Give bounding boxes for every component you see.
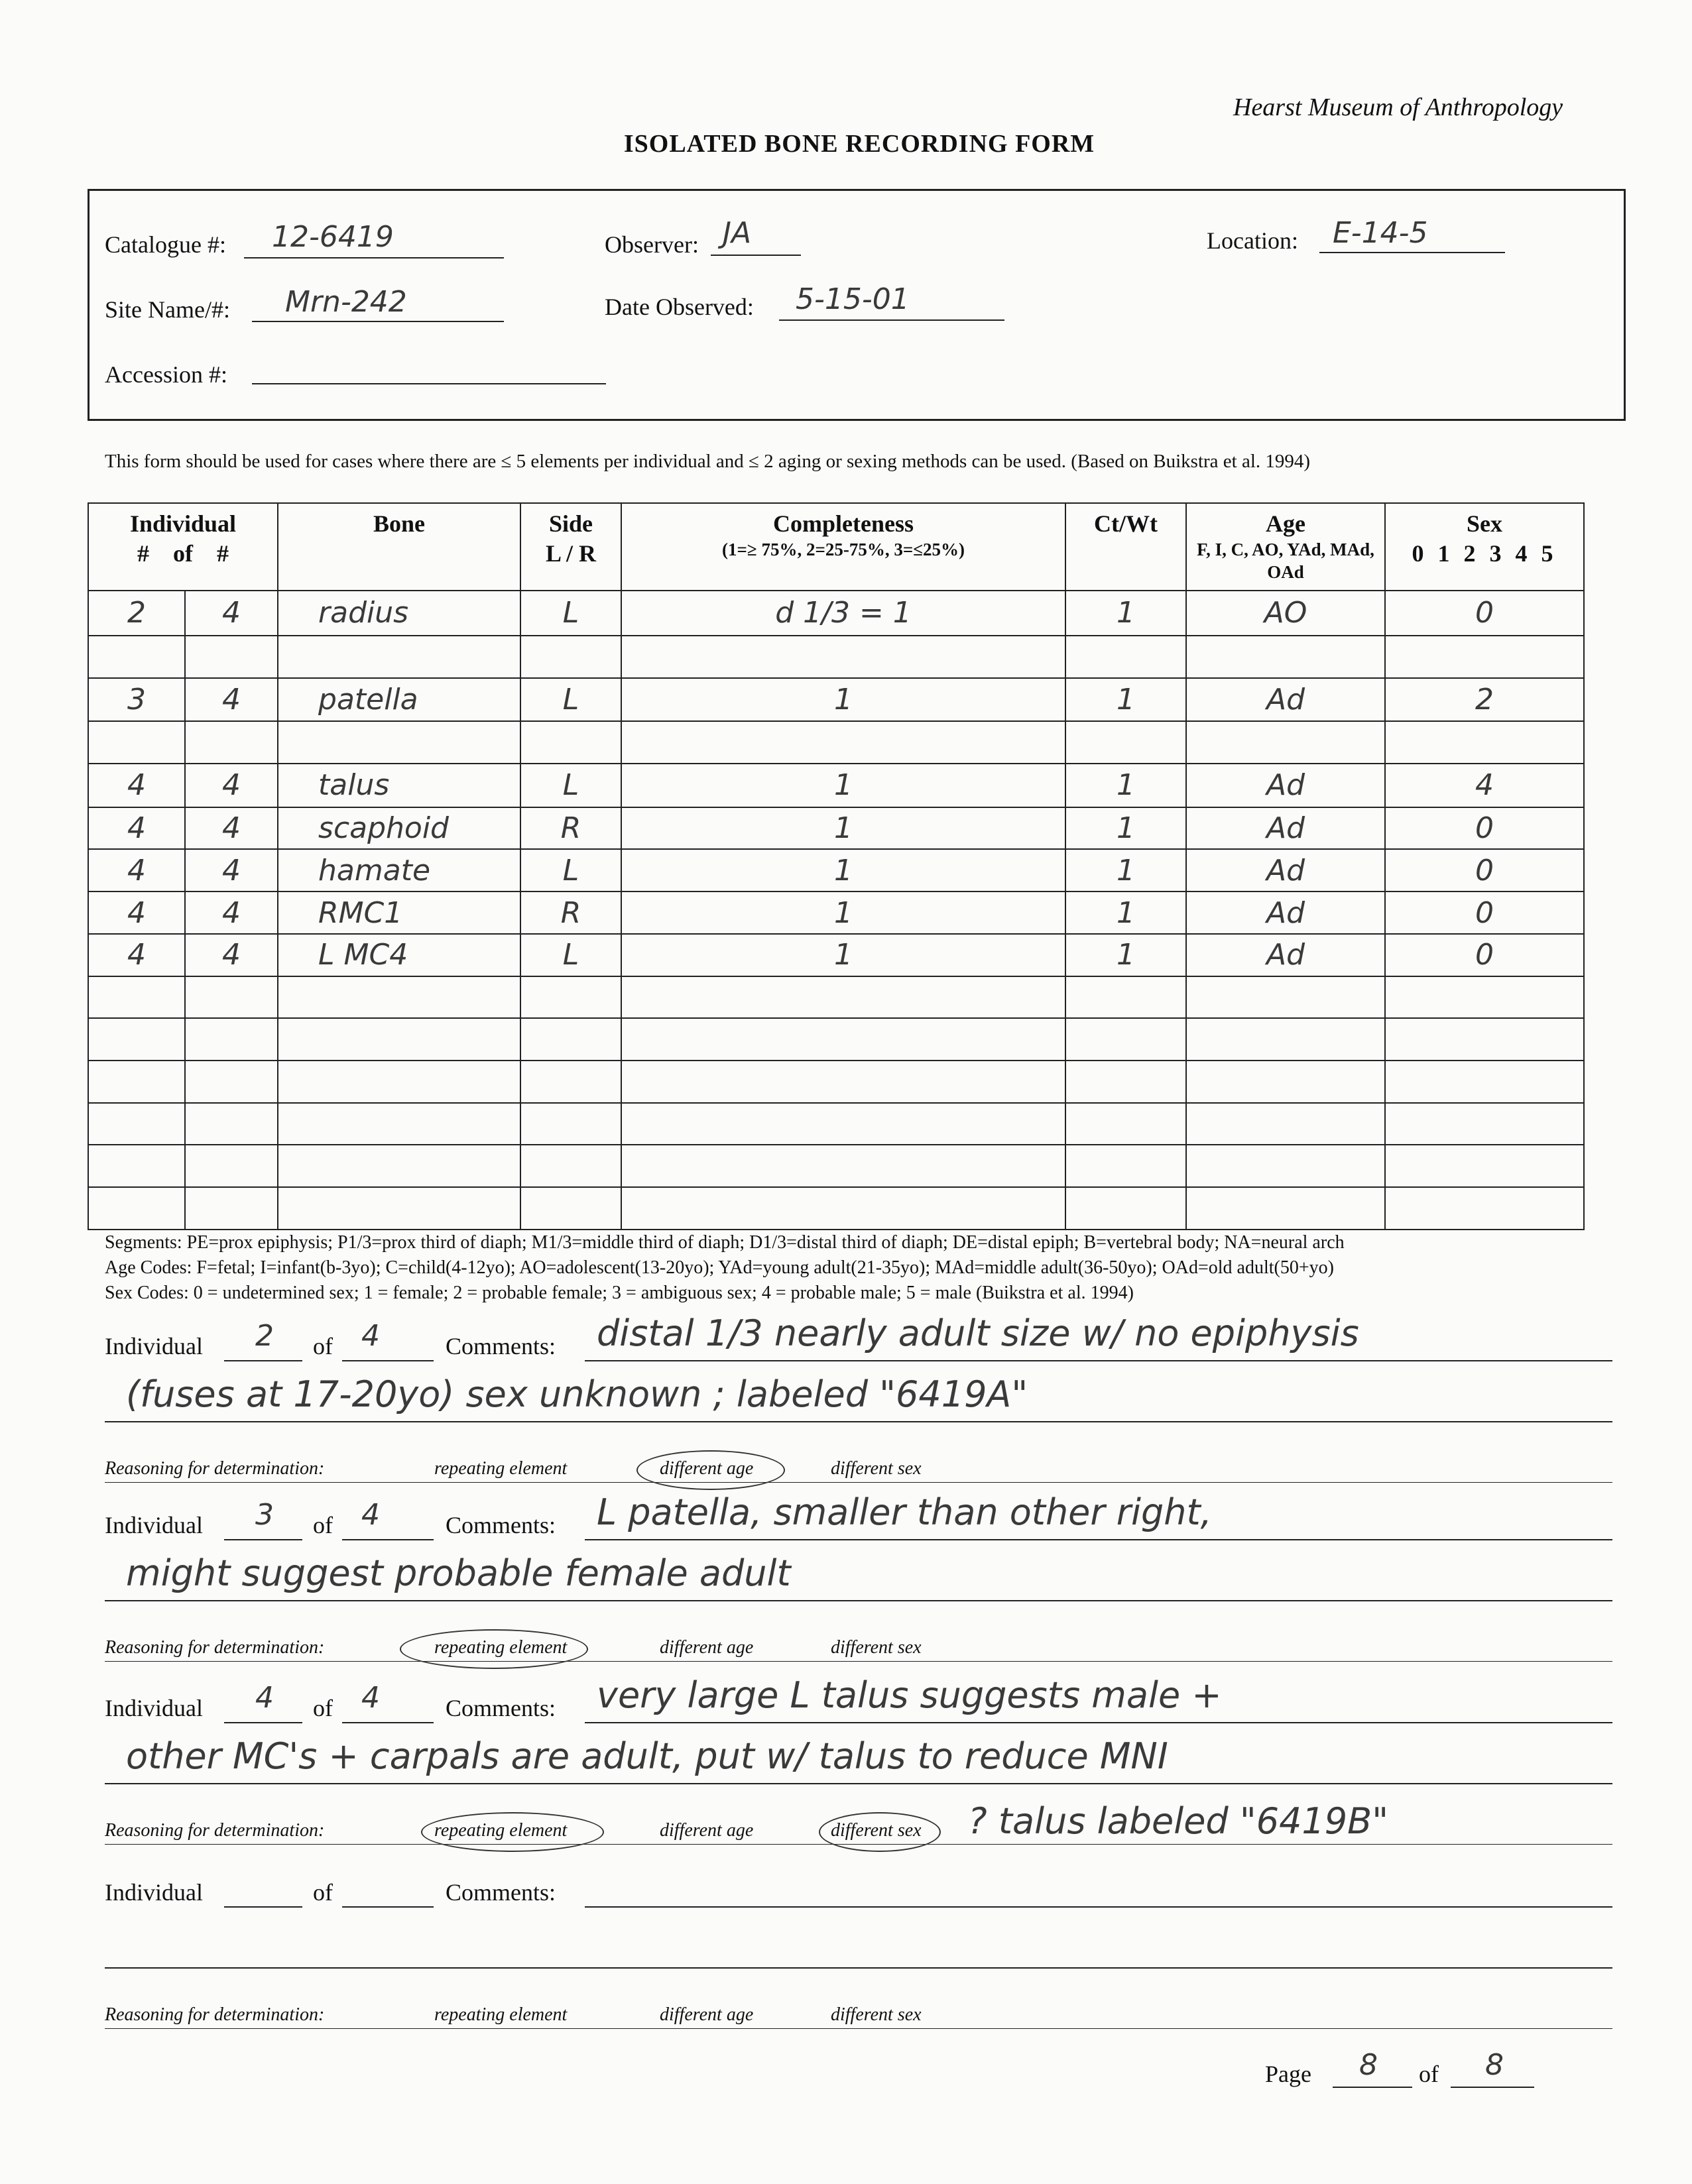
museum-name: Hearst Museum of Anthropology bbox=[1233, 93, 1563, 121]
different-age-option[interactable]: different age bbox=[660, 2004, 754, 2025]
cell-age[interactable] bbox=[1186, 1187, 1385, 1230]
cell-of[interactable]: 4 bbox=[185, 678, 278, 722]
individual-total[interactable]: 4 bbox=[361, 1498, 380, 1532]
reasoning-label: Reasoning for determination: bbox=[105, 1458, 325, 1479]
table-row bbox=[88, 1018, 1584, 1061]
cell-ind[interactable] bbox=[88, 1145, 185, 1187]
cell-ctwt[interactable] bbox=[1065, 1018, 1186, 1061]
cell-sex[interactable] bbox=[1385, 1103, 1584, 1145]
reasoning-line bbox=[105, 1661, 1612, 1662]
cell-side[interactable]: L bbox=[520, 849, 621, 891]
cell-age[interactable]: Ad bbox=[1186, 849, 1385, 891]
cell-completeness[interactable]: 1 bbox=[621, 764, 1065, 807]
cell-sex[interactable]: 4 bbox=[1385, 764, 1584, 807]
comments-label: Comments: bbox=[446, 1695, 556, 1721]
cell-ind[interactable]: 4 bbox=[88, 934, 185, 976]
individual-total[interactable]: 4 bbox=[361, 1681, 380, 1715]
cell-age[interactable]: Ad bbox=[1186, 934, 1385, 976]
cell-age[interactable] bbox=[1186, 1103, 1385, 1145]
cell-sex[interactable]: 0 bbox=[1385, 934, 1584, 976]
cell-bone[interactable]: patella bbox=[278, 678, 520, 722]
cell-side[interactable] bbox=[520, 1018, 621, 1061]
cell-ind[interactable]: 4 bbox=[88, 849, 185, 891]
cell-ind[interactable] bbox=[88, 636, 185, 678]
extra-comment[interactable]: ? talus labeled "6419B" bbox=[968, 1800, 1389, 1842]
cell-sex[interactable] bbox=[1385, 1187, 1584, 1230]
selection-circle bbox=[636, 1450, 785, 1490]
site-line bbox=[252, 321, 504, 322]
different-age-option[interactable]: different age bbox=[660, 1458, 754, 1479]
comment-text-2[interactable]: might suggest probable female adult bbox=[126, 1552, 791, 1594]
cell-ctwt[interactable]: 1 bbox=[1065, 849, 1186, 891]
cell-age[interactable] bbox=[1186, 976, 1385, 1019]
site-label: Site Name/#: bbox=[105, 296, 230, 323]
cell-bone[interactable]: RMC1 bbox=[278, 891, 520, 934]
location-line bbox=[1319, 252, 1505, 253]
cell-bone[interactable] bbox=[278, 1103, 520, 1145]
cell-ctwt[interactable] bbox=[1065, 1061, 1186, 1103]
comment-text-1[interactable]: L patella, smaller than other right, bbox=[597, 1491, 1212, 1533]
cell-ind[interactable]: 2 bbox=[88, 591, 185, 636]
age-codes: Age Codes: F=fetal; I=infant(b-3yo); C=child(4-12yo); AO=adolescent(13-20yo); YAd=young adult(21-35yo); MAd=middle adult(36-50yo); OAd=old adult(50+yo) bbox=[105, 1257, 1334, 1278]
observer-label: Observer: bbox=[605, 231, 699, 258]
catalogue-label: Catalogue #: bbox=[105, 231, 226, 258]
repeating-element-option[interactable]: repeating element bbox=[434, 1637, 568, 1658]
cell-completeness[interactable]: 1 bbox=[621, 678, 1065, 722]
cell-ind[interactable] bbox=[88, 721, 185, 764]
cell-of[interactable] bbox=[185, 976, 278, 1019]
cell-sex[interactable]: 0 bbox=[1385, 849, 1584, 891]
page-of-label: of bbox=[1419, 2061, 1439, 2087]
individual-num-line bbox=[224, 1906, 302, 1908]
different-age-option[interactable]: different age bbox=[660, 1637, 754, 1658]
cell-side[interactable] bbox=[520, 1061, 621, 1103]
cell-of[interactable]: 4 bbox=[185, 591, 278, 636]
cell-of[interactable]: 4 bbox=[185, 807, 278, 850]
comment-text-1[interactable]: distal 1/3 nearly adult size w/ no epiphysis bbox=[597, 1312, 1359, 1354]
of-label: of bbox=[313, 1333, 333, 1359]
cell-ctwt[interactable]: 1 bbox=[1065, 807, 1186, 850]
cell-age[interactable]: Ad bbox=[1186, 807, 1385, 850]
table-row bbox=[88, 1145, 1584, 1187]
individual-number[interactable]: 4 bbox=[255, 1681, 274, 1715]
selection-circle bbox=[819, 1812, 941, 1852]
individual-total-line bbox=[342, 1360, 434, 1361]
cell-bone[interactable]: talus bbox=[278, 764, 520, 807]
cell-ind[interactable] bbox=[88, 1103, 185, 1145]
header-individual: Individual # of # bbox=[88, 503, 278, 591]
observer-line bbox=[711, 255, 801, 256]
of-label: of bbox=[313, 1512, 333, 1538]
table-row bbox=[88, 807, 1584, 850]
selection-circle bbox=[400, 1629, 588, 1669]
cell-sex[interactable] bbox=[1385, 1145, 1584, 1187]
header-sex: Sex 0 1 2 3 4 5 bbox=[1385, 503, 1584, 591]
comment-line-2 bbox=[105, 1600, 1612, 1601]
cell-side[interactable]: L bbox=[520, 934, 621, 976]
header-ctwt: Ct/Wt bbox=[1065, 503, 1186, 591]
cell-ctwt[interactable]: 1 bbox=[1065, 934, 1186, 976]
comment-line-1 bbox=[585, 1906, 1612, 1908]
reasoning-line bbox=[105, 1482, 1612, 1483]
cell-ctwt[interactable] bbox=[1065, 976, 1186, 1019]
cell-bone[interactable] bbox=[278, 1187, 520, 1230]
catalogue-line bbox=[244, 257, 504, 259]
cell-sex[interactable] bbox=[1385, 976, 1584, 1019]
cell-completeness[interactable] bbox=[621, 1187, 1065, 1230]
cell-of[interactable]: 4 bbox=[185, 849, 278, 891]
table-row bbox=[88, 934, 1584, 976]
page-total-line bbox=[1451, 2087, 1534, 2088]
cell-ind[interactable]: 4 bbox=[88, 807, 185, 850]
cell-completeness[interactable] bbox=[621, 636, 1065, 678]
cell-of[interactable] bbox=[185, 636, 278, 678]
cell-bone[interactable] bbox=[278, 721, 520, 764]
date-line bbox=[779, 319, 1004, 321]
header-side: Side L / R bbox=[520, 503, 621, 591]
cell-ind[interactable]: 3 bbox=[88, 678, 185, 722]
individual-label: Individual bbox=[105, 1879, 203, 1906]
table-row bbox=[88, 764, 1584, 807]
different-age-option[interactable]: different age bbox=[660, 1820, 754, 1841]
cell-ctwt[interactable] bbox=[1065, 1145, 1186, 1187]
cell-bone[interactable]: radius bbox=[278, 591, 520, 636]
cell-ctwt[interactable] bbox=[1065, 1103, 1186, 1145]
reasoning-line bbox=[105, 2028, 1612, 2029]
selection-circle bbox=[421, 1812, 604, 1852]
comment-text-2[interactable]: other MC's + carpals are adult, put w/ talus to reduce MNI bbox=[126, 1735, 1168, 1777]
cell-age[interactable] bbox=[1186, 1061, 1385, 1103]
cell-side[interactable] bbox=[520, 1187, 621, 1230]
cell-age[interactable]: Ad bbox=[1186, 891, 1385, 934]
form-title: ISOLATED BONE RECORDING FORM bbox=[623, 130, 1095, 158]
cell-sex[interactable] bbox=[1385, 721, 1584, 764]
individual-total-line bbox=[342, 1906, 434, 1908]
cell-completeness[interactable]: d 1/3 = 1 bbox=[621, 591, 1065, 636]
cell-sex[interactable] bbox=[1385, 636, 1584, 678]
cell-ind[interactable] bbox=[88, 1018, 185, 1061]
cell-side[interactable]: L bbox=[520, 591, 621, 636]
date-value[interactable]: 5-15-01 bbox=[796, 282, 910, 316]
cell-side[interactable]: R bbox=[520, 891, 621, 934]
page-current-line bbox=[1333, 2087, 1412, 2088]
individual-total-line bbox=[342, 1539, 434, 1540]
individual-total[interactable]: 4 bbox=[361, 1319, 380, 1353]
cell-age[interactable] bbox=[1186, 636, 1385, 678]
cell-sex[interactable] bbox=[1385, 1061, 1584, 1103]
individual-number[interactable]: 2 bbox=[255, 1319, 274, 1353]
repeating-element-option[interactable]: repeating element bbox=[434, 1458, 568, 1479]
cell-of[interactable] bbox=[185, 1018, 278, 1061]
cell-of[interactable] bbox=[185, 721, 278, 764]
of-label: of bbox=[313, 1879, 333, 1906]
table-row bbox=[88, 976, 1584, 1019]
cell-bone[interactable] bbox=[278, 1145, 520, 1187]
location-label: Location: bbox=[1207, 227, 1298, 254]
reasoning-label: Reasoning for determination: bbox=[105, 1820, 325, 1841]
cell-completeness[interactable]: 1 bbox=[621, 807, 1065, 850]
cell-of[interactable] bbox=[185, 1145, 278, 1187]
cell-ind[interactable] bbox=[88, 976, 185, 1019]
cell-of[interactable]: 4 bbox=[185, 764, 278, 807]
cell-sex[interactable]: 0 bbox=[1385, 807, 1584, 850]
table-row bbox=[88, 891, 1584, 934]
cell-age[interactable] bbox=[1186, 721, 1385, 764]
cell-ctwt[interactable] bbox=[1065, 636, 1186, 678]
cell-age[interactable] bbox=[1186, 1145, 1385, 1187]
cell-completeness[interactable] bbox=[621, 1103, 1065, 1145]
cell-bone[interactable] bbox=[278, 976, 520, 1019]
cell-side[interactable] bbox=[520, 976, 621, 1019]
repeating-element-option[interactable]: repeating element bbox=[434, 2004, 568, 2025]
individual-num-line bbox=[224, 1722, 302, 1723]
observer-value[interactable]: JA bbox=[723, 216, 752, 250]
header-bone: Bone bbox=[278, 503, 520, 591]
cell-completeness[interactable]: 1 bbox=[621, 934, 1065, 976]
reasoning-label: Reasoning for determination: bbox=[105, 2004, 325, 2025]
table-row bbox=[88, 1061, 1584, 1103]
different-sex-option[interactable]: different sex bbox=[831, 1637, 922, 1658]
cell-completeness[interactable]: 1 bbox=[621, 891, 1065, 934]
segments-codes: Segments: PE=prox epiphysis; P1/3=prox third of diaph; M1/3=middle third of diaph; D1/3=distal third of diaph; DE=distal epiph; B=vertebral body; NA=neural arch bbox=[105, 1232, 1345, 1253]
date-label: Date Observed: bbox=[605, 294, 754, 320]
table-row bbox=[88, 849, 1584, 891]
individual-label: Individual bbox=[105, 1695, 203, 1721]
comment-text-1[interactable]: very large L talus suggests male + bbox=[597, 1674, 1222, 1716]
individual-num-line bbox=[224, 1360, 302, 1361]
cell-sex[interactable]: 2 bbox=[1385, 678, 1584, 722]
individual-label: Individual bbox=[105, 1512, 203, 1538]
cell-age[interactable]: AO bbox=[1186, 591, 1385, 636]
cell-of[interactable] bbox=[185, 1103, 278, 1145]
table-row bbox=[88, 1187, 1584, 1230]
cell-ctwt[interactable]: 1 bbox=[1065, 764, 1186, 807]
reasoning-label: Reasoning for determination: bbox=[105, 1637, 325, 1658]
cell-completeness[interactable] bbox=[621, 976, 1065, 1019]
comment-line-2 bbox=[105, 1967, 1612, 1969]
cell-side[interactable]: R bbox=[520, 807, 621, 850]
page-current: 8 bbox=[1359, 2048, 1378, 2082]
cell-completeness[interactable] bbox=[621, 1061, 1065, 1103]
cell-age[interactable] bbox=[1186, 1018, 1385, 1061]
cell-completeness[interactable]: 1 bbox=[621, 849, 1065, 891]
cell-ctwt[interactable]: 1 bbox=[1065, 591, 1186, 636]
header-completeness: Completeness (1=≥ 75%, 2=25-75%, 3=≤25%) bbox=[621, 503, 1065, 591]
cell-of[interactable]: 4 bbox=[185, 891, 278, 934]
cell-completeness[interactable] bbox=[621, 1018, 1065, 1061]
cell-bone[interactable]: hamate bbox=[278, 849, 520, 891]
comment-text-2[interactable]: (fuses at 17-20yo) sex unknown ; labeled "6419A" bbox=[126, 1373, 1028, 1415]
cell-ctwt[interactable]: 1 bbox=[1065, 891, 1186, 934]
comment-line-1 bbox=[585, 1722, 1612, 1723]
bone-table bbox=[88, 502, 1583, 1230]
cell-sex[interactable]: 0 bbox=[1385, 591, 1584, 636]
cell-side[interactable] bbox=[520, 636, 621, 678]
cell-ind[interactable]: 4 bbox=[88, 891, 185, 934]
code-legend bbox=[105, 1230, 1345, 1306]
cell-ind[interactable] bbox=[88, 1187, 185, 1230]
comment-line-2 bbox=[105, 1783, 1612, 1784]
cell-completeness[interactable] bbox=[621, 1145, 1065, 1187]
cell-ind[interactable]: 4 bbox=[88, 764, 185, 807]
cell-age[interactable]: Ad bbox=[1186, 678, 1385, 722]
table-row bbox=[88, 1103, 1584, 1145]
cell-sex[interactable]: 0 bbox=[1385, 891, 1584, 934]
cell-bone[interactable]: scaphoid bbox=[278, 807, 520, 850]
cell-side[interactable] bbox=[520, 1145, 621, 1187]
table-row bbox=[88, 721, 1584, 764]
individual-num-line bbox=[224, 1539, 302, 1540]
accession-line bbox=[252, 383, 606, 384]
cell-side[interactable] bbox=[520, 721, 621, 764]
cell-completeness[interactable] bbox=[621, 721, 1065, 764]
comment-line-2 bbox=[105, 1421, 1612, 1422]
different-sex-option[interactable]: different sex bbox=[831, 1820, 922, 1841]
usage-note: This form should be used for cases where there are ≤ 5 elements per individual and ≤ 2 aging or sexing methods can be used. (Based on Buikstra et al. 1994) bbox=[105, 451, 1311, 472]
cell-side[interactable]: L bbox=[520, 764, 621, 807]
different-sex-option[interactable]: different sex bbox=[831, 2004, 922, 2025]
page-total: 8 bbox=[1485, 2048, 1504, 2082]
cell-sex[interactable] bbox=[1385, 1018, 1584, 1061]
individual-number[interactable]: 3 bbox=[255, 1498, 274, 1532]
cell-bone[interactable] bbox=[278, 1061, 520, 1103]
cell-age[interactable]: Ad bbox=[1186, 764, 1385, 807]
cell-of[interactable] bbox=[185, 1187, 278, 1230]
cell-bone[interactable] bbox=[278, 636, 520, 678]
comments-label: Comments: bbox=[446, 1879, 556, 1906]
header-age: Age F, I, C, AO, YAd, MAd, OAd bbox=[1186, 503, 1385, 591]
comments-label: Comments: bbox=[446, 1333, 556, 1359]
table-row bbox=[88, 591, 1584, 636]
sex-codes: Sex Codes: 0 = undetermined sex; 1 = female; 2 = probable female; 3 = ambiguous sex; 4 = probable male; 5 = male (Buikstra et al. 1994) bbox=[105, 1283, 1134, 1303]
cell-bone[interactable] bbox=[278, 1018, 520, 1061]
cell-ind[interactable] bbox=[88, 1061, 185, 1103]
of-label: of bbox=[313, 1695, 333, 1721]
table-row bbox=[88, 678, 1584, 722]
comment-line-1 bbox=[585, 1539, 1612, 1540]
page-label: Page bbox=[1265, 2061, 1311, 2087]
cell-of[interactable]: 4 bbox=[185, 934, 278, 976]
cell-ctwt[interactable] bbox=[1065, 1187, 1186, 1230]
accession-label: Accession #: bbox=[105, 361, 227, 388]
different-sex-option[interactable]: different sex bbox=[831, 1458, 922, 1479]
cell-ctwt[interactable] bbox=[1065, 721, 1186, 764]
cell-side[interactable]: L bbox=[520, 678, 621, 722]
repeating-element-option[interactable]: repeating element bbox=[434, 1820, 568, 1841]
cell-ctwt[interactable]: 1 bbox=[1065, 678, 1186, 722]
site-value[interactable]: Mrn-242 bbox=[285, 285, 407, 319]
individual-total-line bbox=[342, 1722, 434, 1723]
cell-side[interactable] bbox=[520, 1103, 621, 1145]
location-value[interactable]: E-14-5 bbox=[1333, 216, 1428, 250]
comment-line-1 bbox=[585, 1360, 1612, 1361]
catalogue-value[interactable]: 12-6419 bbox=[272, 220, 394, 254]
table-row bbox=[88, 636, 1584, 678]
individual-label: Individual bbox=[105, 1333, 203, 1359]
cell-of[interactable] bbox=[185, 1061, 278, 1103]
cell-bone[interactable]: L MC4 bbox=[278, 934, 520, 976]
comments-label: Comments: bbox=[446, 1512, 556, 1538]
